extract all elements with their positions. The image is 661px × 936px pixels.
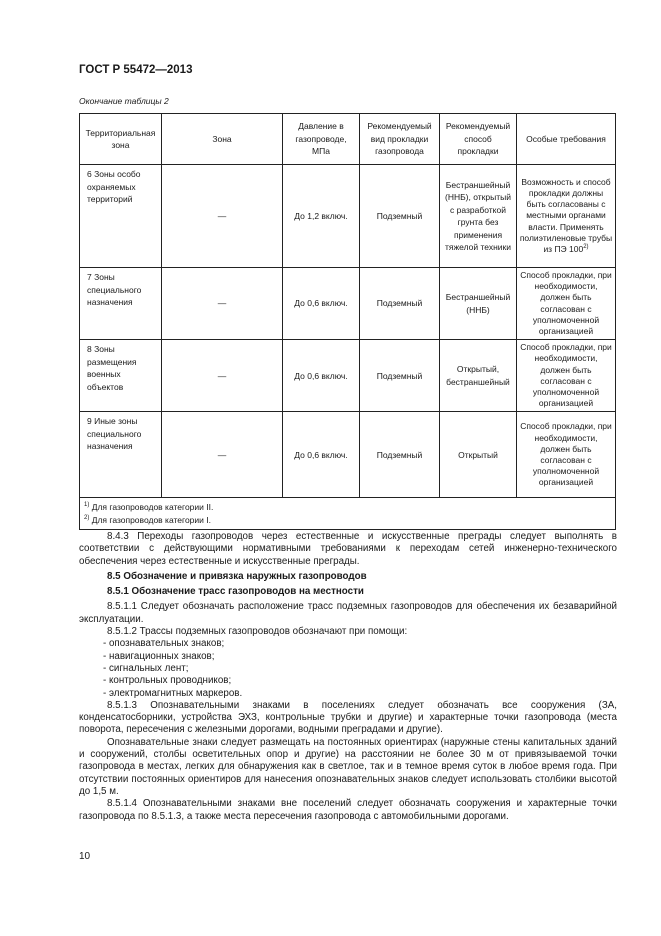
list-item: - опознавательных знаков; [103,638,225,650]
cell-territorial-zone: 9 Иные зоны специального назначения [80,412,162,498]
cell-laying-method: Открытый, бестраншейный [440,340,517,412]
footnote-text: Для газопроводов категории II. [91,502,214,513]
paragraph-8-4-3: 8.4.3 Переходы газопроводов через естественные и искусственные преграды следует выполнять в соответствии с действующими нормативными требованиями к переходам сетей инженерно-технического обеспечения через естественные и искусственные преграды. [79,531,617,567]
list-item: - контрольных проводников; [103,675,232,687]
cell-zone: — [162,268,283,340]
cell-pressure: До 0,6 включ. [283,340,360,412]
table-row [80,268,616,340]
table-caption: Окончание таблицы 2 [79,96,169,106]
cell-territorial-zone: 8 Зоны размещения военных объектов [80,340,162,412]
requirement-text: Возможность и способ прокладки должны быть согласованы с местными органами власти. Применять полиэтиленовые трубы из ПЭ 100 [519,176,613,254]
cell-special-requirements: Способ прокладки, при необходимости, должен быть согласован с уполномоченной организацией [517,268,616,340]
cell-laying-type: Подземный [360,412,440,498]
col-header-territorial-zone: Территориальная зона [80,114,162,165]
cell-special-requirements [517,165,616,268]
body-text [79,531,617,823]
cell-zone: — [162,165,283,268]
col-header-pressure: Давление в газопроводе, МПа [283,114,360,165]
list-item: - электромагнитных маркеров. [103,687,243,699]
col-header-laying-method: Рекомендуемый способ прокладки [440,114,517,165]
cell-laying-type: Подземный [360,165,440,268]
footnote-mark: 2) [84,515,90,522]
page-number: 10 [79,851,91,862]
footnote [84,501,611,514]
cell-laying-method: Бестраншейный (ННБ) [440,268,517,340]
footnote [84,514,611,527]
paragraph-8-5-1-1: 8.5.1.1 Следует обозначать расположение трасс подземных газопроводов для обеспечения их безаварийной эксплуатации. [79,601,617,625]
cell-special-requirements: Способ прокладки, при необходимости, должен быть согласован с уполномоченной организацией [517,340,616,412]
cell-zone: — [162,412,283,498]
cell-zone: — [162,340,283,412]
list-item: - сигнальных лент; [103,662,189,674]
cell-laying-type: Подземный [360,340,440,412]
paragraph-8-5-1-4: 8.5.1.4 Опознавательными знаками вне поселений следует обозначать сооружения и характерные точки газопровода по 8.5.1.3, а также места пересечения газопровода с автомобильными дорогами. [79,798,617,822]
paragraph-8-5-1-2: 8.5.1.2 Трассы подземных газопроводов обозначают при помощи: [107,626,408,638]
table-footnotes-row [80,498,616,530]
cell-pressure: До 1,2 включ. [283,165,360,268]
section-heading-8-5: 8.5 Обозначение и привязка наружных газопроводов [107,570,367,582]
table-row [80,412,616,498]
footnote-ref: 2) [583,244,589,251]
section-heading-8-5-1: 8.5.1 Обозначение трасс газопроводов на местности [107,586,364,598]
cell-territorial-zone: 7 Зоны специального назначения [80,268,162,340]
cell-pressure: До 0,6 включ. [283,412,360,498]
cell-territorial-zone: 6 Зоны особо охраняемых территорий [80,165,162,268]
table-row [80,340,616,412]
col-header-zone: Зона [162,114,283,165]
cell-laying-type: Подземный [360,268,440,340]
col-header-special-requirements: Особые требования [517,114,616,165]
paragraph-8-5-1-3-continued: Опознавательные знаки следует размещать на постоянных ориентирах (наружные стены капитальных зданий и сооружений, столбы осветительных опор и другие) на расстоянии не более 30 м от привязываемой точки газопровода в местах, легких для обнаружения как в светлое, так и в темное время суток в любое время года. При отсутствии постоянных ориентиров для нанесения опознавательных знаков следует использовать столбики высотой до 1,5 м. [79,736,617,797]
cell-laying-method: Открытый [440,412,517,498]
paragraph-8-5-1-3: 8.5.1.3 Опознавательными знаками в поселениях следует обозначать все сооружения (ЗА, конденсатосборники, устройства ЭХЗ, контрольные трубки и другие) и характерные точки газопровода (места поворота, пересечения с железными дорогами, водными преградами и другие). [79,699,617,736]
table-footnotes [80,498,616,530]
footnote-text: Для газопроводов категории I. [91,514,211,525]
footnote-mark: 1) [84,502,90,509]
list-item: - навигационных знаков; [103,650,215,662]
cell-pressure: До 0,6 включ. [283,268,360,340]
cell-special-requirements: Способ прокладки, при необходимости, должен быть согласован с уполномоченной организацией [517,412,616,498]
table-header-row [80,114,616,165]
col-header-laying-type: Рекомендуемый вид прокладки газопровода [360,114,440,165]
table-row [80,165,616,268]
cell-laying-method: Бестраншейный (ННБ), открытый с разработкой грунта без применения тяжелой техники [440,165,517,268]
table-2 [79,113,616,530]
document-header: ГОСТ Р 55472—2013 [79,64,193,76]
